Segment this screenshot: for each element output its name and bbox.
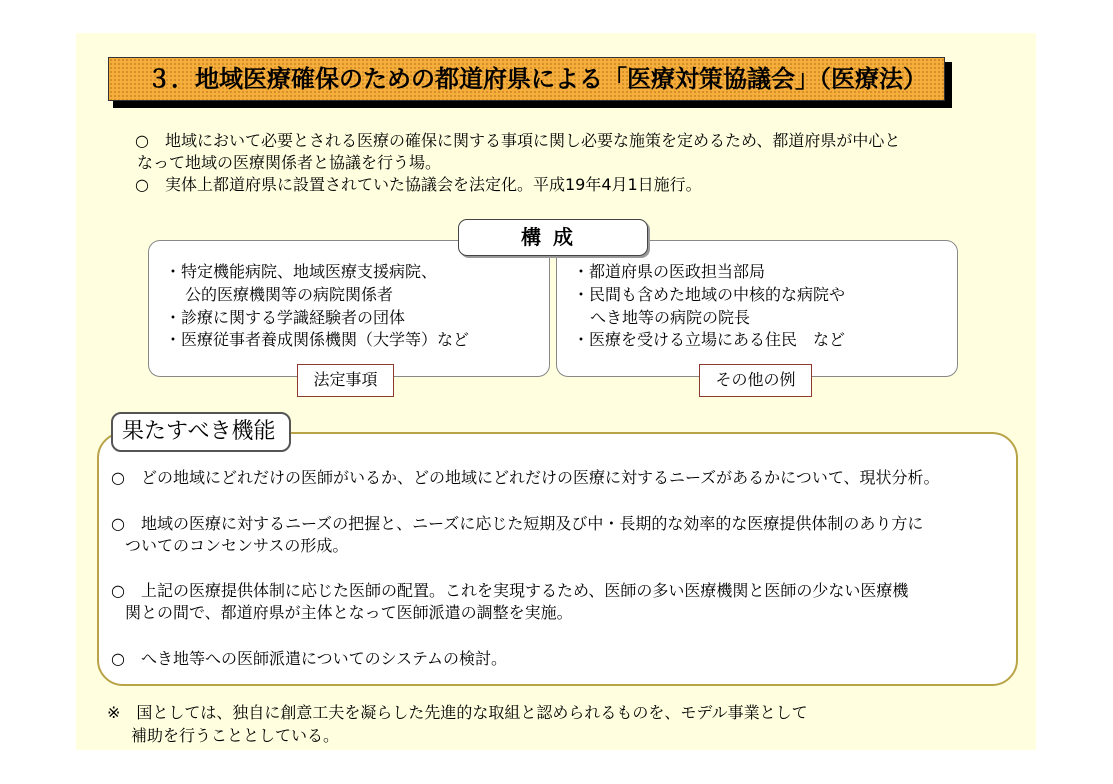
composition-right-line-1: ・都道府県の医政担当部局 [573, 262, 766, 281]
composition-left-line-1: ・特定機能病院、地域医療支援病院、 [165, 262, 438, 281]
intro-item-1-line-2: なって地域の医療関係者と協議を行う場。 [137, 153, 442, 172]
composition-left-line-4: ・医療従事者養成関係機関（大学等）など [165, 330, 470, 349]
function-item-1: ○ どの地域にどれだけの医師がいるか、どの地域にどれだけの医療に対するニーズがあるかについて、現状分析。 [111, 468, 940, 487]
function-item-3-line-2: 関との間で、都道府県が主体となって医師派遣の調整を実施。 [125, 603, 573, 622]
intro-item-1-line-1: ○ 地域において必要とされる医療の確保に関する事項に関し必要な施策を定めるため、都道府県が中心と [135, 131, 901, 150]
page-title: ３．地域医療確保のための都道府県による「医療対策協議会」（医療法） [108, 57, 945, 101]
function-item-4: ○ へき地等への医師派遣についてのシステムの検討。 [111, 649, 508, 668]
composition-right-line-4: ・医療を受ける立場にある住民 など [573, 330, 846, 349]
composition-left-line-3: ・診療に関する学識経験者の団体 [165, 308, 406, 327]
note-line-1: ※ 国としては、独自に創意工夫を凝らした先進的な取組と認められるものを、モデル事業として [107, 703, 808, 722]
intro-item-2: ○ 実体上都道府県に設置されていた協議会を法定化。平成19年4月1日施行。 [135, 175, 702, 194]
other-examples-tag: その他の例 [699, 364, 812, 397]
note-line-2: 補助を行うこととしている。 [131, 726, 340, 745]
composition-left-line-2: 公的医療機関等の病院関係者 [185, 285, 394, 304]
functions-heading: 果たすべき機能 [111, 412, 291, 452]
function-item-2-line-2: ついてのコンセンサスの形成。 [125, 536, 349, 555]
composition-right-line-3: へき地等の病院の院長 [590, 308, 751, 327]
function-item-3-line-1: ○ 上記の医療提供体制に応じた医師の配置。これを実現するため、医師の多い医療機関と医師の少ない医療機 [111, 581, 909, 600]
function-item-2-line-1: ○ 地域の医療に対するニーズの把握と、ニーズに応じた短期及び中・長期的な効率的な医療提供体制のあり方に [111, 514, 924, 533]
composition-right-line-2: ・民間も含めた地域の中核的な病院や [573, 285, 846, 304]
statutory-items-tag: 法定事項 [297, 364, 394, 397]
composition-heading: 構成 [458, 219, 648, 256]
